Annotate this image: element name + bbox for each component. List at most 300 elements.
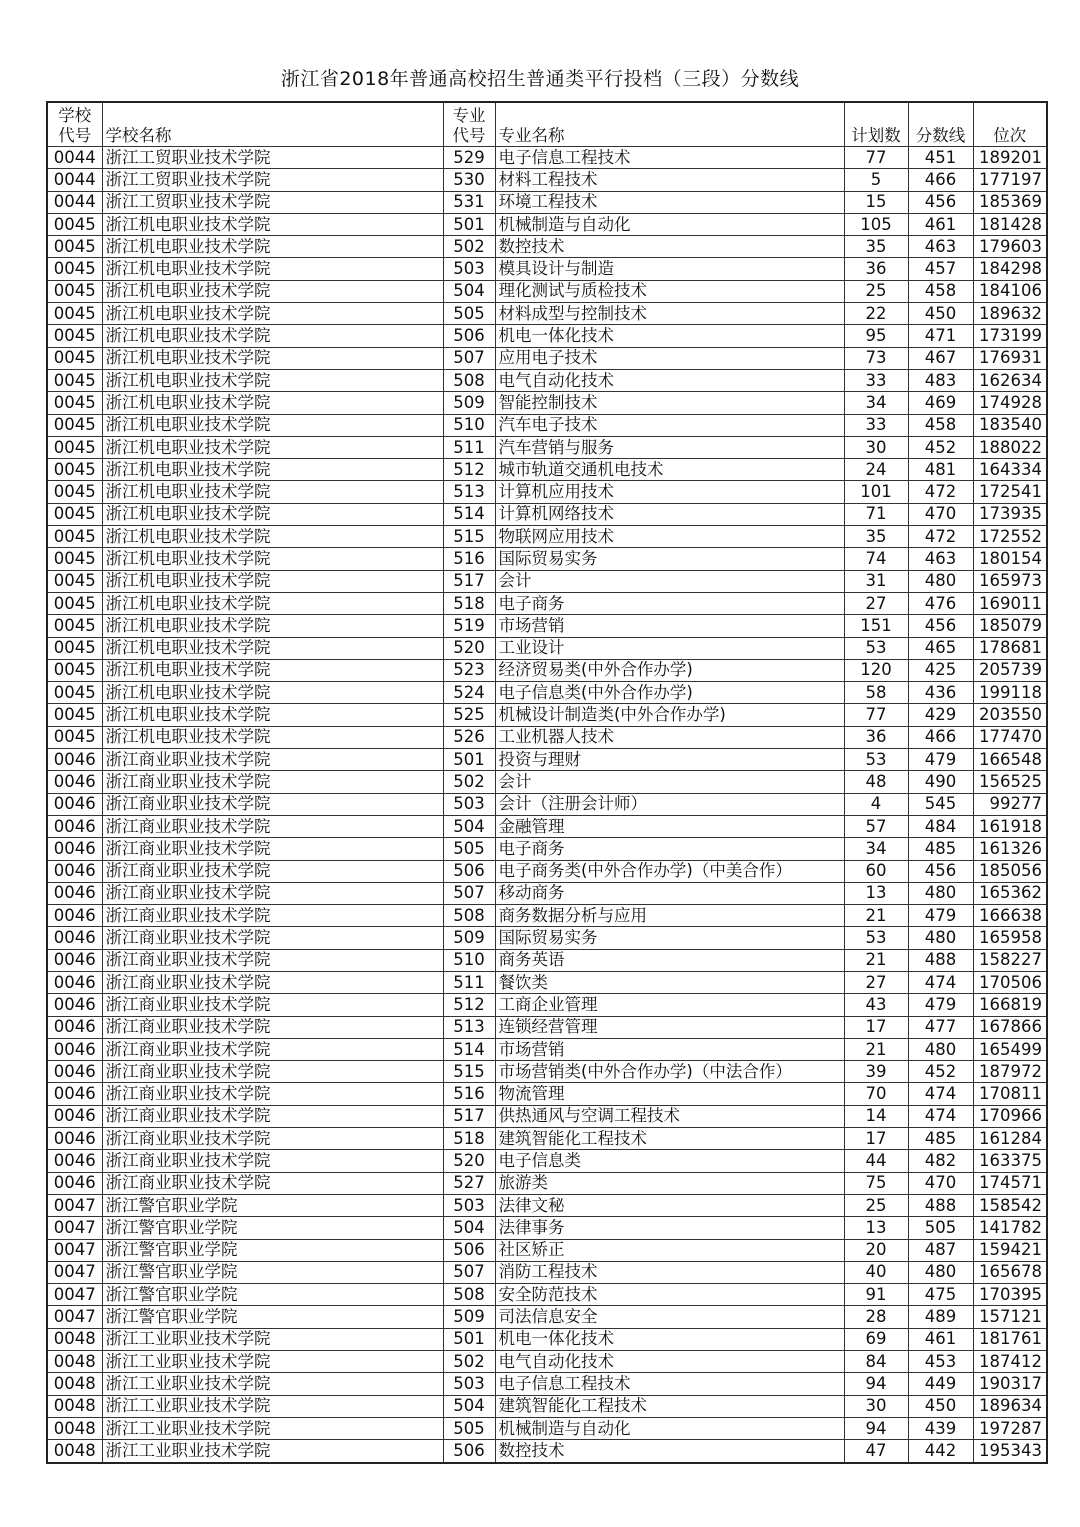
- plan-cell: 36: [844, 258, 908, 280]
- header-score: 分数线: [908, 102, 973, 147]
- major-code-cell: 507: [443, 1261, 495, 1283]
- plan-cell: 33: [844, 369, 908, 391]
- plan-cell: 21: [844, 949, 908, 971]
- major-name-cell: 环境工程技术: [495, 191, 844, 213]
- school-name-cell: 浙江工业职业技术学院: [102, 1373, 443, 1395]
- major-name-cell: 模具设计与制造: [495, 258, 844, 280]
- score-cell: 471: [908, 325, 973, 347]
- score-cell: 466: [908, 726, 973, 748]
- plan-cell: 77: [844, 147, 908, 169]
- score-cell: 467: [908, 347, 973, 369]
- table-row: [47, 793, 1047, 815]
- rank-cell: 172552: [973, 526, 1047, 548]
- table-row: [47, 1061, 1047, 1083]
- school-name-cell: 浙江工业职业技术学院: [102, 1328, 443, 1350]
- rank-cell: 184106: [973, 280, 1047, 302]
- major-name-cell: 物流管理: [495, 1083, 844, 1105]
- table-row: [47, 436, 1047, 458]
- table-row: [47, 325, 1047, 347]
- table-row: [47, 526, 1047, 548]
- major-name-cell: 会计: [495, 570, 844, 592]
- major-code-cell: 503: [443, 258, 495, 280]
- major-code-cell: 516: [443, 548, 495, 570]
- major-name-cell: 建筑智能化工程技术: [495, 1128, 844, 1150]
- school-name-cell: 浙江机电职业技术学院: [102, 615, 443, 637]
- score-cell: 480: [908, 927, 973, 949]
- major-code-cell: 512: [443, 459, 495, 481]
- plan-cell: 94: [844, 1373, 908, 1395]
- school-name-cell: 浙江商业职业技术学院: [102, 971, 443, 993]
- school-name-cell: 浙江工贸职业技术学院: [102, 147, 443, 169]
- school-code-cell: 0046: [47, 994, 102, 1016]
- table-row: [47, 771, 1047, 793]
- rank-cell: 157121: [973, 1306, 1047, 1328]
- school-code-cell: 0046: [47, 971, 102, 993]
- school-name-cell: 浙江商业职业技术学院: [102, 994, 443, 1016]
- rank-cell: 165499: [973, 1038, 1047, 1060]
- major-name-cell: 会计（注册会计师）: [495, 793, 844, 815]
- rank-cell: 177197: [973, 169, 1047, 191]
- major-code-cell: 504: [443, 1395, 495, 1417]
- major-code-cell: 501: [443, 1328, 495, 1350]
- rank-cell: 195343: [973, 1440, 1047, 1463]
- school-name-cell: 浙江商业职业技术学院: [102, 949, 443, 971]
- score-cell: 425: [908, 659, 973, 681]
- plan-cell: 84: [844, 1351, 908, 1373]
- rank-cell: 185056: [973, 860, 1047, 882]
- rank-cell: 172541: [973, 481, 1047, 503]
- plan-cell: 43: [844, 994, 908, 1016]
- school-name-cell: 浙江机电职业技术学院: [102, 213, 443, 235]
- score-cell: 452: [908, 436, 973, 458]
- school-code-cell: 0045: [47, 592, 102, 614]
- score-cell: 480: [908, 570, 973, 592]
- rank-cell: 162634: [973, 369, 1047, 391]
- major-code-cell: 515: [443, 526, 495, 548]
- rank-cell: 166819: [973, 994, 1047, 1016]
- table-row: [47, 1128, 1047, 1150]
- table-row: [47, 1083, 1047, 1105]
- rank-cell: 164334: [973, 459, 1047, 481]
- table-row: [47, 704, 1047, 726]
- rank-cell: 165958: [973, 927, 1047, 949]
- score-cell: 458: [908, 280, 973, 302]
- major-name-cell: 电气自动化技术: [495, 1351, 844, 1373]
- rank-cell: 141782: [973, 1217, 1047, 1239]
- plan-cell: 34: [844, 392, 908, 414]
- table-row: [47, 258, 1047, 280]
- major-code-cell: 501: [443, 213, 495, 235]
- plan-cell: 39: [844, 1061, 908, 1083]
- major-name-cell: 数控技术: [495, 236, 844, 258]
- major-code-cell: 503: [443, 1373, 495, 1395]
- school-name-cell: 浙江机电职业技术学院: [102, 392, 443, 414]
- score-cell: 472: [908, 481, 973, 503]
- score-cell: 485: [908, 1128, 973, 1150]
- school-name-cell: 浙江商业职业技术学院: [102, 1172, 443, 1194]
- major-code-cell: 506: [443, 860, 495, 882]
- major-code-cell: 508: [443, 1284, 495, 1306]
- plan-cell: 28: [844, 1306, 908, 1328]
- school-code-cell: 0047: [47, 1284, 102, 1306]
- table-row: [47, 347, 1047, 369]
- plan-cell: 94: [844, 1417, 908, 1439]
- school-name-cell: 浙江商业职业技术学院: [102, 1016, 443, 1038]
- plan-cell: 60: [844, 860, 908, 882]
- school-name-cell: 浙江机电职业技术学院: [102, 704, 443, 726]
- major-code-cell: 506: [443, 1239, 495, 1261]
- major-name-cell: 工业机器人技术: [495, 726, 844, 748]
- header-rank: 位次: [973, 102, 1047, 147]
- rank-cell: 166638: [973, 905, 1047, 927]
- major-code-cell: 517: [443, 570, 495, 592]
- school-name-cell: 浙江机电职业技术学院: [102, 592, 443, 614]
- score-cell: 469: [908, 392, 973, 414]
- table-row: [47, 1306, 1047, 1328]
- major-name-cell: 国际贸易实务: [495, 927, 844, 949]
- plan-cell: 57: [844, 815, 908, 837]
- score-cell: 480: [908, 882, 973, 904]
- school-code-cell: 0048: [47, 1417, 102, 1439]
- rank-cell: 158227: [973, 949, 1047, 971]
- major-name-cell: 经济贸易类(中外合作办学): [495, 659, 844, 681]
- score-cell: 479: [908, 905, 973, 927]
- score-cell: 481: [908, 459, 973, 481]
- major-code-cell: 505: [443, 303, 495, 325]
- rank-cell: 169011: [973, 592, 1047, 614]
- major-name-cell: 国际贸易实务: [495, 548, 844, 570]
- major-code-cell: 511: [443, 436, 495, 458]
- score-cell: 505: [908, 1217, 973, 1239]
- plan-cell: 75: [844, 1172, 908, 1194]
- school-code-cell: 0046: [47, 838, 102, 860]
- table-row: [47, 749, 1047, 771]
- school-name-cell: 浙江工贸职业技术学院: [102, 169, 443, 191]
- school-code-cell: 0048: [47, 1395, 102, 1417]
- table-row: [47, 548, 1047, 570]
- school-code-cell: 0045: [47, 548, 102, 570]
- school-code-cell: 0047: [47, 1306, 102, 1328]
- school-code-cell: 0047: [47, 1194, 102, 1216]
- school-code-cell: 0045: [47, 392, 102, 414]
- school-code-cell: 0048: [47, 1440, 102, 1463]
- rank-cell: 165678: [973, 1261, 1047, 1283]
- table-row: [47, 659, 1047, 681]
- table-row: [47, 191, 1047, 213]
- major-name-cell: 电子商务: [495, 838, 844, 860]
- plan-cell: 101: [844, 481, 908, 503]
- rank-cell: 199118: [973, 682, 1047, 704]
- major-name-cell: 投资与理财: [495, 749, 844, 771]
- major-code-cell: 527: [443, 1172, 495, 1194]
- score-cell: 487: [908, 1239, 973, 1261]
- major-name-cell: 理化测试与质检技术: [495, 280, 844, 302]
- school-name-cell: 浙江机电职业技术学院: [102, 436, 443, 458]
- score-cell: 456: [908, 860, 973, 882]
- school-code-cell: 0046: [47, 905, 102, 927]
- school-name-cell: 浙江商业职业技术学院: [102, 1128, 443, 1150]
- school-name-cell: 浙江商业职业技术学院: [102, 815, 443, 837]
- plan-cell: 31: [844, 570, 908, 592]
- school-name-cell: 浙江商业职业技术学院: [102, 1150, 443, 1172]
- plan-cell: 69: [844, 1328, 908, 1350]
- table-row: [47, 503, 1047, 525]
- score-cell: 485: [908, 838, 973, 860]
- school-name-cell: 浙江机电职业技术学院: [102, 570, 443, 592]
- plan-cell: 35: [844, 526, 908, 548]
- table-row: [47, 481, 1047, 503]
- score-cell: 474: [908, 1083, 973, 1105]
- major-name-cell: 电子商务: [495, 592, 844, 614]
- school-name-cell: 浙江工业职业技术学院: [102, 1395, 443, 1417]
- school-code-cell: 0046: [47, 1016, 102, 1038]
- major-code-cell: 504: [443, 280, 495, 302]
- score-cell: 480: [908, 1038, 973, 1060]
- score-cell: 545: [908, 793, 973, 815]
- page-title: 浙江省2018年普通高校招生普通类平行投档（三段）分数线: [280, 68, 800, 90]
- school-code-cell: 0046: [47, 1128, 102, 1150]
- plan-cell: 33: [844, 414, 908, 436]
- major-code-cell: 530: [443, 169, 495, 191]
- score-cell: 450: [908, 1395, 973, 1417]
- school-code-cell: 0046: [47, 793, 102, 815]
- major-name-cell: 数控技术: [495, 1440, 844, 1463]
- major-name-cell: 司法信息安全: [495, 1306, 844, 1328]
- major-name-cell: 计算机应用技术: [495, 481, 844, 503]
- major-code-cell: 508: [443, 905, 495, 927]
- plan-cell: 4: [844, 793, 908, 815]
- school-code-cell: 0046: [47, 1061, 102, 1083]
- major-code-cell: 508: [443, 369, 495, 391]
- school-name-cell: 浙江机电职业技术学院: [102, 303, 443, 325]
- school-code-cell: 0046: [47, 949, 102, 971]
- table-row: [47, 882, 1047, 904]
- table-row: [47, 369, 1047, 391]
- rank-cell: 165362: [973, 882, 1047, 904]
- major-name-cell: 法律文秘: [495, 1194, 844, 1216]
- major-name-cell: 建筑智能化工程技术: [495, 1395, 844, 1417]
- school-name-cell: 浙江机电职业技术学院: [102, 726, 443, 748]
- plan-cell: 22: [844, 303, 908, 325]
- major-code-cell: 513: [443, 481, 495, 503]
- score-cell: 470: [908, 503, 973, 525]
- major-name-cell: 连锁经营管理: [495, 1016, 844, 1038]
- school-code-cell: 0048: [47, 1328, 102, 1350]
- plan-cell: 105: [844, 213, 908, 235]
- rank-cell: 187412: [973, 1351, 1047, 1373]
- score-cell: 456: [908, 615, 973, 637]
- school-code-cell: 0046: [47, 882, 102, 904]
- score-cell: 475: [908, 1284, 973, 1306]
- plan-cell: 24: [844, 459, 908, 481]
- school-name-cell: 浙江机电职业技术学院: [102, 414, 443, 436]
- major-code-cell: 510: [443, 414, 495, 436]
- major-code-cell: 506: [443, 1440, 495, 1463]
- rank-cell: 189634: [973, 1395, 1047, 1417]
- school-name-cell: 浙江机电职业技术学院: [102, 682, 443, 704]
- rank-cell: 176931: [973, 347, 1047, 369]
- major-code-cell: 526: [443, 726, 495, 748]
- score-cell: 480: [908, 1261, 973, 1283]
- score-cell: 488: [908, 1194, 973, 1216]
- score-cell: 484: [908, 815, 973, 837]
- major-name-cell: 电子信息工程技术: [495, 147, 844, 169]
- score-cell: 458: [908, 414, 973, 436]
- plan-cell: 58: [844, 682, 908, 704]
- rank-cell: 173935: [973, 503, 1047, 525]
- major-code-cell: 504: [443, 1217, 495, 1239]
- rank-cell: 181428: [973, 213, 1047, 235]
- school-code-cell: 0045: [47, 414, 102, 436]
- major-name-cell: 材料成型与控制技术: [495, 303, 844, 325]
- table-row: [47, 1373, 1047, 1395]
- major-name-cell: 消防工程技术: [495, 1261, 844, 1283]
- major-name-cell: 汽车电子技术: [495, 414, 844, 436]
- major-code-cell: 509: [443, 1306, 495, 1328]
- score-cell: 479: [908, 994, 973, 1016]
- major-name-cell: 工商企业管理: [495, 994, 844, 1016]
- major-code-cell: 515: [443, 1061, 495, 1083]
- plan-cell: 25: [844, 1194, 908, 1216]
- major-name-cell: 计算机网络技术: [495, 503, 844, 525]
- rank-cell: 161918: [973, 815, 1047, 837]
- major-code-cell: 523: [443, 659, 495, 681]
- major-code-cell: 502: [443, 236, 495, 258]
- table-row: [47, 280, 1047, 302]
- school-code-cell: 0045: [47, 659, 102, 681]
- table-row: [47, 971, 1047, 993]
- table-row: [47, 1016, 1047, 1038]
- table-row: [47, 459, 1047, 481]
- table-row: [47, 637, 1047, 659]
- major-name-cell: 社区矫正: [495, 1239, 844, 1261]
- major-name-cell: 电子信息工程技术: [495, 1373, 844, 1395]
- table-row: [47, 905, 1047, 927]
- table-row: [47, 213, 1047, 235]
- school-code-cell: 0045: [47, 459, 102, 481]
- school-code-cell: 0045: [47, 637, 102, 659]
- major-name-cell: 安全防范技术: [495, 1284, 844, 1306]
- major-code-cell: 512: [443, 994, 495, 1016]
- rank-cell: 178681: [973, 637, 1047, 659]
- rank-cell: 184298: [973, 258, 1047, 280]
- plan-cell: 13: [844, 1217, 908, 1239]
- school-name-cell: 浙江商业职业技术学院: [102, 771, 443, 793]
- major-code-cell: 520: [443, 637, 495, 659]
- score-cell: 442: [908, 1440, 973, 1463]
- school-name-cell: 浙江机电职业技术学院: [102, 659, 443, 681]
- major-code-cell: 502: [443, 1351, 495, 1373]
- school-name-cell: 浙江商业职业技术学院: [102, 905, 443, 927]
- rank-cell: 166548: [973, 749, 1047, 771]
- table-row: [47, 570, 1047, 592]
- major-code-cell: 513: [443, 1016, 495, 1038]
- rank-cell: 174571: [973, 1172, 1047, 1194]
- rank-cell: 167866: [973, 1016, 1047, 1038]
- plan-cell: 5: [844, 169, 908, 191]
- school-code-cell: 0045: [47, 615, 102, 637]
- school-code-cell: 0046: [47, 1105, 102, 1127]
- school-code-cell: 0047: [47, 1217, 102, 1239]
- school-name-cell: 浙江商业职业技术学院: [102, 749, 443, 771]
- school-code-cell: 0045: [47, 236, 102, 258]
- school-name-cell: 浙江警官职业学院: [102, 1284, 443, 1306]
- school-name-cell: 浙江机电职业技术学院: [102, 258, 443, 280]
- rank-cell: 161326: [973, 838, 1047, 860]
- table-header-row: [47, 102, 1047, 147]
- school-name-cell: 浙江商业职业技术学院: [102, 1083, 443, 1105]
- school-code-cell: 0045: [47, 436, 102, 458]
- major-name-cell: 商务数据分析与应用: [495, 905, 844, 927]
- score-cell: 452: [908, 1061, 973, 1083]
- score-cell: 477: [908, 1016, 973, 1038]
- major-code-cell: 519: [443, 615, 495, 637]
- school-code-cell: 0045: [47, 303, 102, 325]
- school-code-cell: 0047: [47, 1239, 102, 1261]
- plan-cell: 17: [844, 1128, 908, 1150]
- school-code-cell: 0046: [47, 815, 102, 837]
- rank-cell: 159421: [973, 1239, 1047, 1261]
- school-name-cell: 浙江商业职业技术学院: [102, 927, 443, 949]
- table-row: [47, 1150, 1047, 1172]
- plan-cell: 91: [844, 1284, 908, 1306]
- plan-cell: 21: [844, 905, 908, 927]
- school-name-cell: 浙江机电职业技术学院: [102, 280, 443, 302]
- table-row: [47, 1328, 1047, 1350]
- rank-cell: 173199: [973, 325, 1047, 347]
- major-name-cell: 机械制造与自动化: [495, 1417, 844, 1439]
- table-row: [47, 1172, 1047, 1194]
- rank-cell: 158542: [973, 1194, 1047, 1216]
- table-row: [47, 1038, 1047, 1060]
- major-code-cell: 505: [443, 838, 495, 860]
- school-name-cell: 浙江机电职业技术学院: [102, 236, 443, 258]
- major-name-cell: 会计: [495, 771, 844, 793]
- rank-cell: 185079: [973, 615, 1047, 637]
- school-code-cell: 0046: [47, 860, 102, 882]
- table-row: [47, 303, 1047, 325]
- plan-cell: 14: [844, 1105, 908, 1127]
- score-cell: 436: [908, 682, 973, 704]
- score-cell: 474: [908, 1105, 973, 1127]
- plan-cell: 27: [844, 592, 908, 614]
- major-name-cell: 机电一体化技术: [495, 325, 844, 347]
- major-name-cell: 机械制造与自动化: [495, 213, 844, 235]
- school-code-cell: 0048: [47, 1373, 102, 1395]
- plan-cell: 20: [844, 1239, 908, 1261]
- table-row: [47, 392, 1047, 414]
- school-name-cell: 浙江警官职业学院: [102, 1194, 443, 1216]
- major-code-cell: 507: [443, 882, 495, 904]
- school-code-cell: 0045: [47, 280, 102, 302]
- major-code-cell: 514: [443, 503, 495, 525]
- plan-cell: 30: [844, 436, 908, 458]
- major-code-cell: 503: [443, 793, 495, 815]
- major-name-cell: 市场营销: [495, 1038, 844, 1060]
- plan-cell: 15: [844, 191, 908, 213]
- plan-cell: 34: [844, 838, 908, 860]
- score-cell: 479: [908, 749, 973, 771]
- rank-cell: 190317: [973, 1373, 1047, 1395]
- table-row: [47, 615, 1047, 637]
- rank-cell: 170811: [973, 1083, 1047, 1105]
- school-name-cell: 浙江机电职业技术学院: [102, 503, 443, 525]
- score-cell: 474: [908, 971, 973, 993]
- school-name-cell: 浙江机电职业技术学院: [102, 526, 443, 548]
- table-row: [47, 682, 1047, 704]
- plan-cell: 53: [844, 749, 908, 771]
- school-code-cell: 0045: [47, 481, 102, 503]
